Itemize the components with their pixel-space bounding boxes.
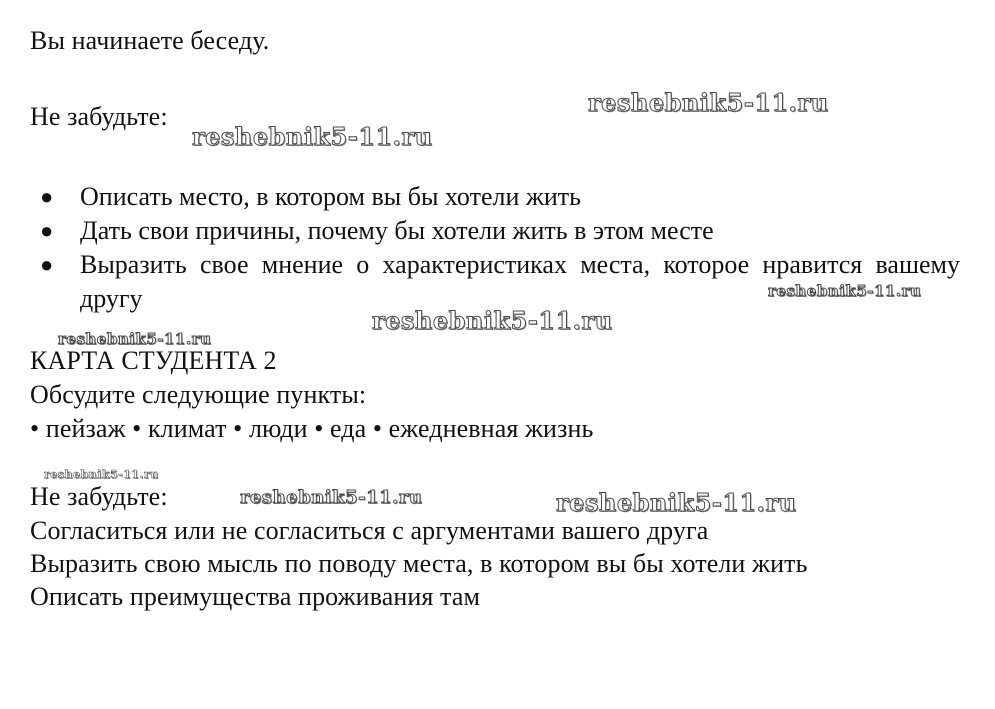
watermark: reshebnik5-11.ru — [588, 88, 829, 117]
card-discuss-label: Обсудите следующие пункты: — [30, 380, 367, 409]
bullet-icon: ● — [40, 218, 54, 243]
intro-start-line: Вы начинаете беседу. — [30, 26, 270, 55]
watermark: reshebnik5-11.ru — [58, 330, 212, 348]
bullet-item — [40, 214, 960, 248]
bullet-text: Выразить свое мнение о характеристиках места, которое нравится вашему другу — [80, 250, 960, 313]
card-topics-line: • пейзаж • климат • люди • еда • ежедневная жизнь — [30, 414, 594, 443]
card-reminder-item: Описать преимущества проживания там — [30, 582, 481, 611]
watermark: reshebnik5-11.ru — [44, 468, 159, 481]
card-reminder-label: Не забудьте: — [30, 482, 168, 511]
watermark: reshebnik5-11.ru — [768, 282, 922, 300]
bullet-icon: ● — [40, 252, 54, 277]
watermark: reshebnik5-11.ru — [372, 306, 613, 335]
bullet-text: Дать свои причины, почему бы хотели жить в этом месте — [80, 216, 714, 245]
bullet-item — [40, 180, 960, 214]
watermark: reshebnik5-11.ru — [240, 487, 423, 508]
intro-reminder-label: Не забудьте: — [30, 102, 168, 131]
card-title: КАРТА СТУДЕНТА 2 — [30, 346, 277, 375]
bullet-text: Описать место, в котором вы бы хотели жить — [80, 182, 581, 211]
watermark: reshebnik5-11.ru — [192, 122, 433, 151]
card-reminder-item: Согласиться или не согласиться с аргументами вашего друга — [30, 516, 709, 545]
watermark: reshebnik5-11.ru — [556, 488, 797, 517]
bullet-icon: ● — [40, 184, 54, 209]
card-reminder-item: Выразить свою мысль по поводу места, в котором вы бы хотели жить — [30, 549, 808, 578]
